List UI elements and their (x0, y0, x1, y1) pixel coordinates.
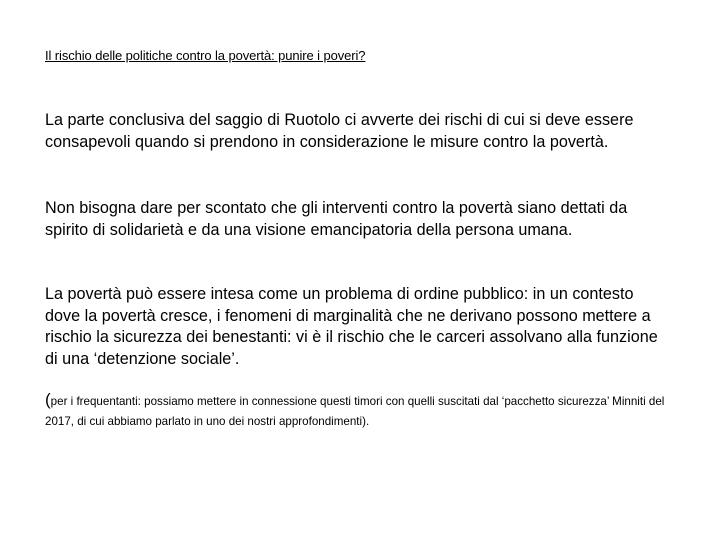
note-text: per i frequentanti: possiamo mettere in connessione questi timori con quelli suscitati dal ‘pacchetto sicurezza’ Minniti del 2017, di cui abbiamo parlato in uno dei nostri approfondimenti). (45, 395, 665, 428)
paragraph-conclusion: La parte conclusiva del saggio di Ruotolo ci avverte dei rischi di cui si deve essere consapevoli quando si prendono in considerazione le misure contro la povertà. (45, 111, 634, 151)
note-open-paren: ( (45, 390, 51, 409)
paragraph-solidarity: Non bisogna dare per scontato che gli interventi contro la povertà siano dettati da spirito di solidarietà e da una visione emancipatoria della persona umana. (45, 199, 628, 239)
slide-title: Il rischio delle politiche contro la povertà: punire i poveri? (45, 48, 366, 63)
paragraph-public-order: La povertà può essere intesa come un problema di ordine pubblico: in un contesto dove la povertà cresce, i fenomeni di marginalità che ne derivano possono mettere a rischio la sicurezza dei benestanti: vi è il rischio che le carceri assolvano alla funzione di una ‘detenzione sociale’. (45, 285, 658, 368)
note-attendees (45, 390, 685, 432)
